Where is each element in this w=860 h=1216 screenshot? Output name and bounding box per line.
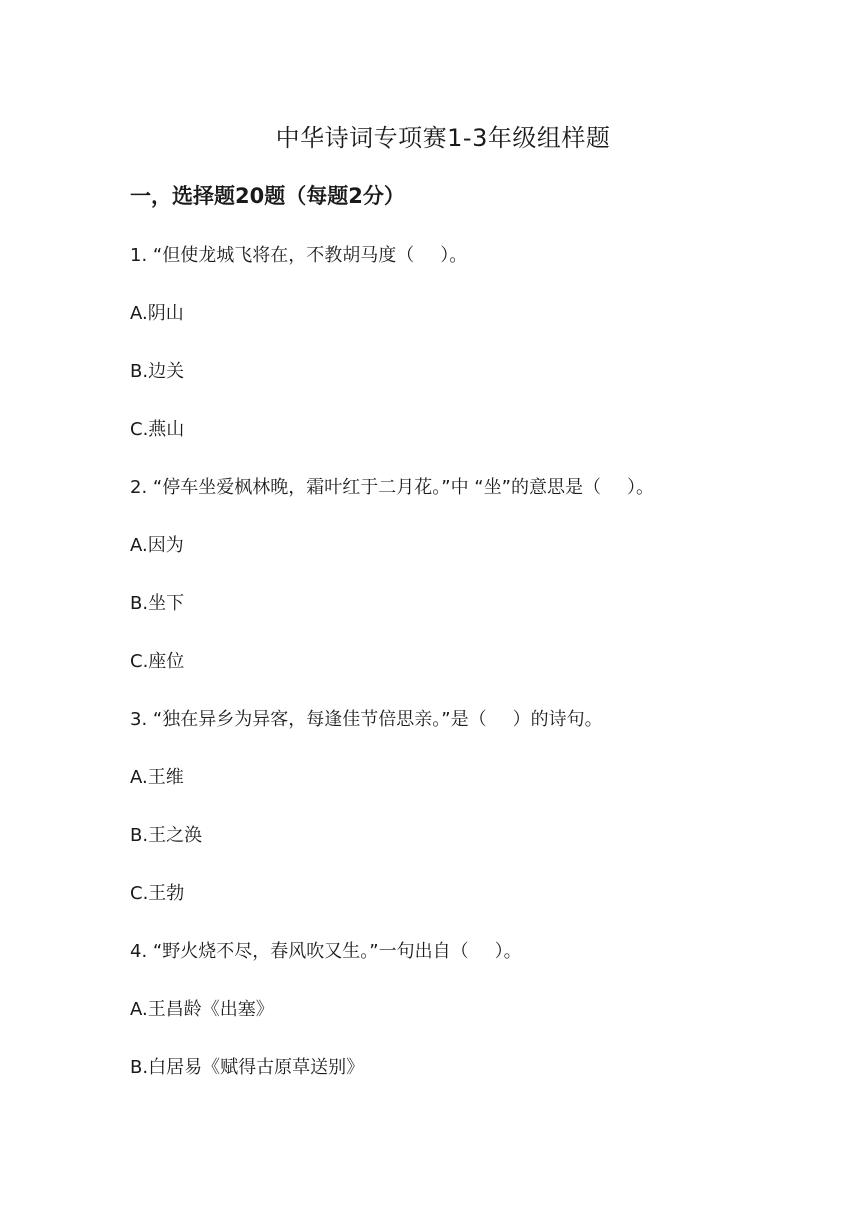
question-1-option-a: A.阴山 [130, 303, 184, 324]
question-3-option-c: C.王勃 [130, 883, 185, 904]
section-heading: 一，选择题20题（每题2分） [130, 184, 405, 208]
document-title: 中华诗词专项赛1-3年级组样题 [275, 124, 611, 152]
question-4-stem [130, 937, 522, 967]
question-text: “停车坐爱枫林晚，霜叶红于二月花。”中 “坐”的意思是（ [152, 477, 601, 498]
question-3-option-a: A.王维 [130, 767, 184, 788]
question-1-option-b: B.边关 [130, 361, 185, 382]
question-number: 4. [130, 941, 148, 962]
question-2-option-c: C.座位 [130, 651, 185, 672]
question-number: 1. [130, 245, 148, 266]
question-2-option-b: B.坐下 [130, 593, 185, 614]
question-text-end: ）。 [494, 941, 522, 962]
question-text-end: ）的诗句。 [512, 709, 603, 730]
question-2-option-a: A.因为 [130, 535, 184, 556]
question-2-stem [130, 473, 654, 503]
question-number: 3. [130, 709, 148, 730]
question-1-stem [130, 241, 467, 271]
question-4-option-b: B.白居易《赋得古原草送别》 [130, 1057, 365, 1078]
question-1-option-c: C.燕山 [130, 419, 185, 440]
question-text: “但使龙城飞将在，不教胡马度（ [152, 245, 415, 266]
question-number: 2. [130, 477, 148, 498]
question-text: “独在异乡为异客，每逢佳节倍思亲。”是（ [152, 709, 487, 730]
question-text-end: ）。 [440, 245, 468, 266]
question-text: “野火烧不尽，春风吹又生。”一句出自（ [152, 941, 469, 962]
question-text-end: ）。 [626, 477, 654, 498]
question-4-option-a: A.王昌龄《出塞》 [130, 999, 274, 1020]
question-3-option-b: B.王之涣 [130, 825, 203, 846]
question-3-stem [130, 705, 603, 735]
